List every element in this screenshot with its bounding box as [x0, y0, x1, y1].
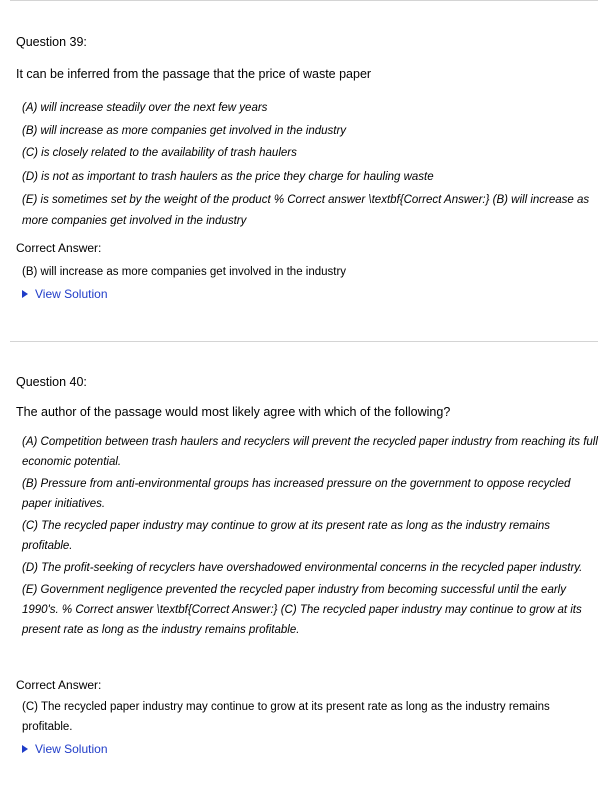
option-a: (A) Competition between trash haulers and recyclers will prevent the recycled paper industry from reaching its full economic potential.	[22, 436, 598, 468]
question-number: Question 40:	[16, 375, 87, 389]
view-solution-label: View Solution	[35, 742, 108, 756]
view-solution-link[interactable]	[16, 286, 600, 302]
expand-triangle-icon	[22, 745, 28, 753]
option-d: (D) is not as important to trash haulers as the price they charge for hauling waste	[22, 171, 434, 183]
section-divider	[10, 341, 598, 342]
options-list	[16, 96, 600, 232]
correct-answer-label: Correct Answer:	[16, 678, 102, 692]
view-solution-link[interactable]	[16, 741, 600, 757]
option-e: (E) is sometimes set by the weight of the product % Correct answer \textbf{Correct Answer:} (B) will increase as more companies get involved in the industry	[22, 194, 590, 227]
answer-39-block	[16, 240, 600, 302]
option-d: (D) The profit-seeking of recyclers have overshadowed environmental concerns in the recycled paper industry.	[22, 562, 583, 574]
question-number: Question 39:	[16, 35, 87, 49]
option-a: (A) will increase steadily over the next few years	[22, 102, 268, 114]
question-39-block	[16, 34, 600, 232]
view-solution-label: View Solution	[35, 287, 108, 301]
top-divider	[10, 0, 598, 1]
correct-answer-label: Correct Answer:	[16, 241, 102, 255]
question-stem: It can be inferred from the passage that the price of waste paper	[16, 67, 372, 81]
option-e: (E) Government negligence prevented the recycled paper industry from becoming successful until the early 1990's. % Correct answer \textbf{Correct Answer:} (C) The recycled paper industry may continue to grow at its present rate as long as the industry remains profitable.	[22, 584, 582, 636]
question-40-block	[16, 374, 600, 640]
answer-40-block	[16, 677, 600, 757]
correct-answer-text: (C) The recycled paper industry may continue to grow at its present rate as long as the industry remains profitable.	[22, 701, 550, 733]
correct-answer-text: (B) will increase as more companies get involved in the industry	[22, 266, 347, 278]
option-b: (B) will increase as more companies get involved in the industry	[22, 125, 347, 137]
options-list	[16, 432, 602, 640]
expand-triangle-icon	[22, 290, 28, 298]
option-c: (C) is closely related to the availability of trash haulers	[22, 147, 297, 159]
option-b: (B) Pressure from anti-environmental groups has increased pressure on the government to oppose recycled paper initiatives.	[22, 478, 571, 510]
option-c: (C) The recycled paper industry may continue to grow at its present rate as long as the industry remains profitable.	[22, 520, 550, 552]
question-stem: The author of the passage would most likely agree with which of the following?	[16, 405, 451, 419]
